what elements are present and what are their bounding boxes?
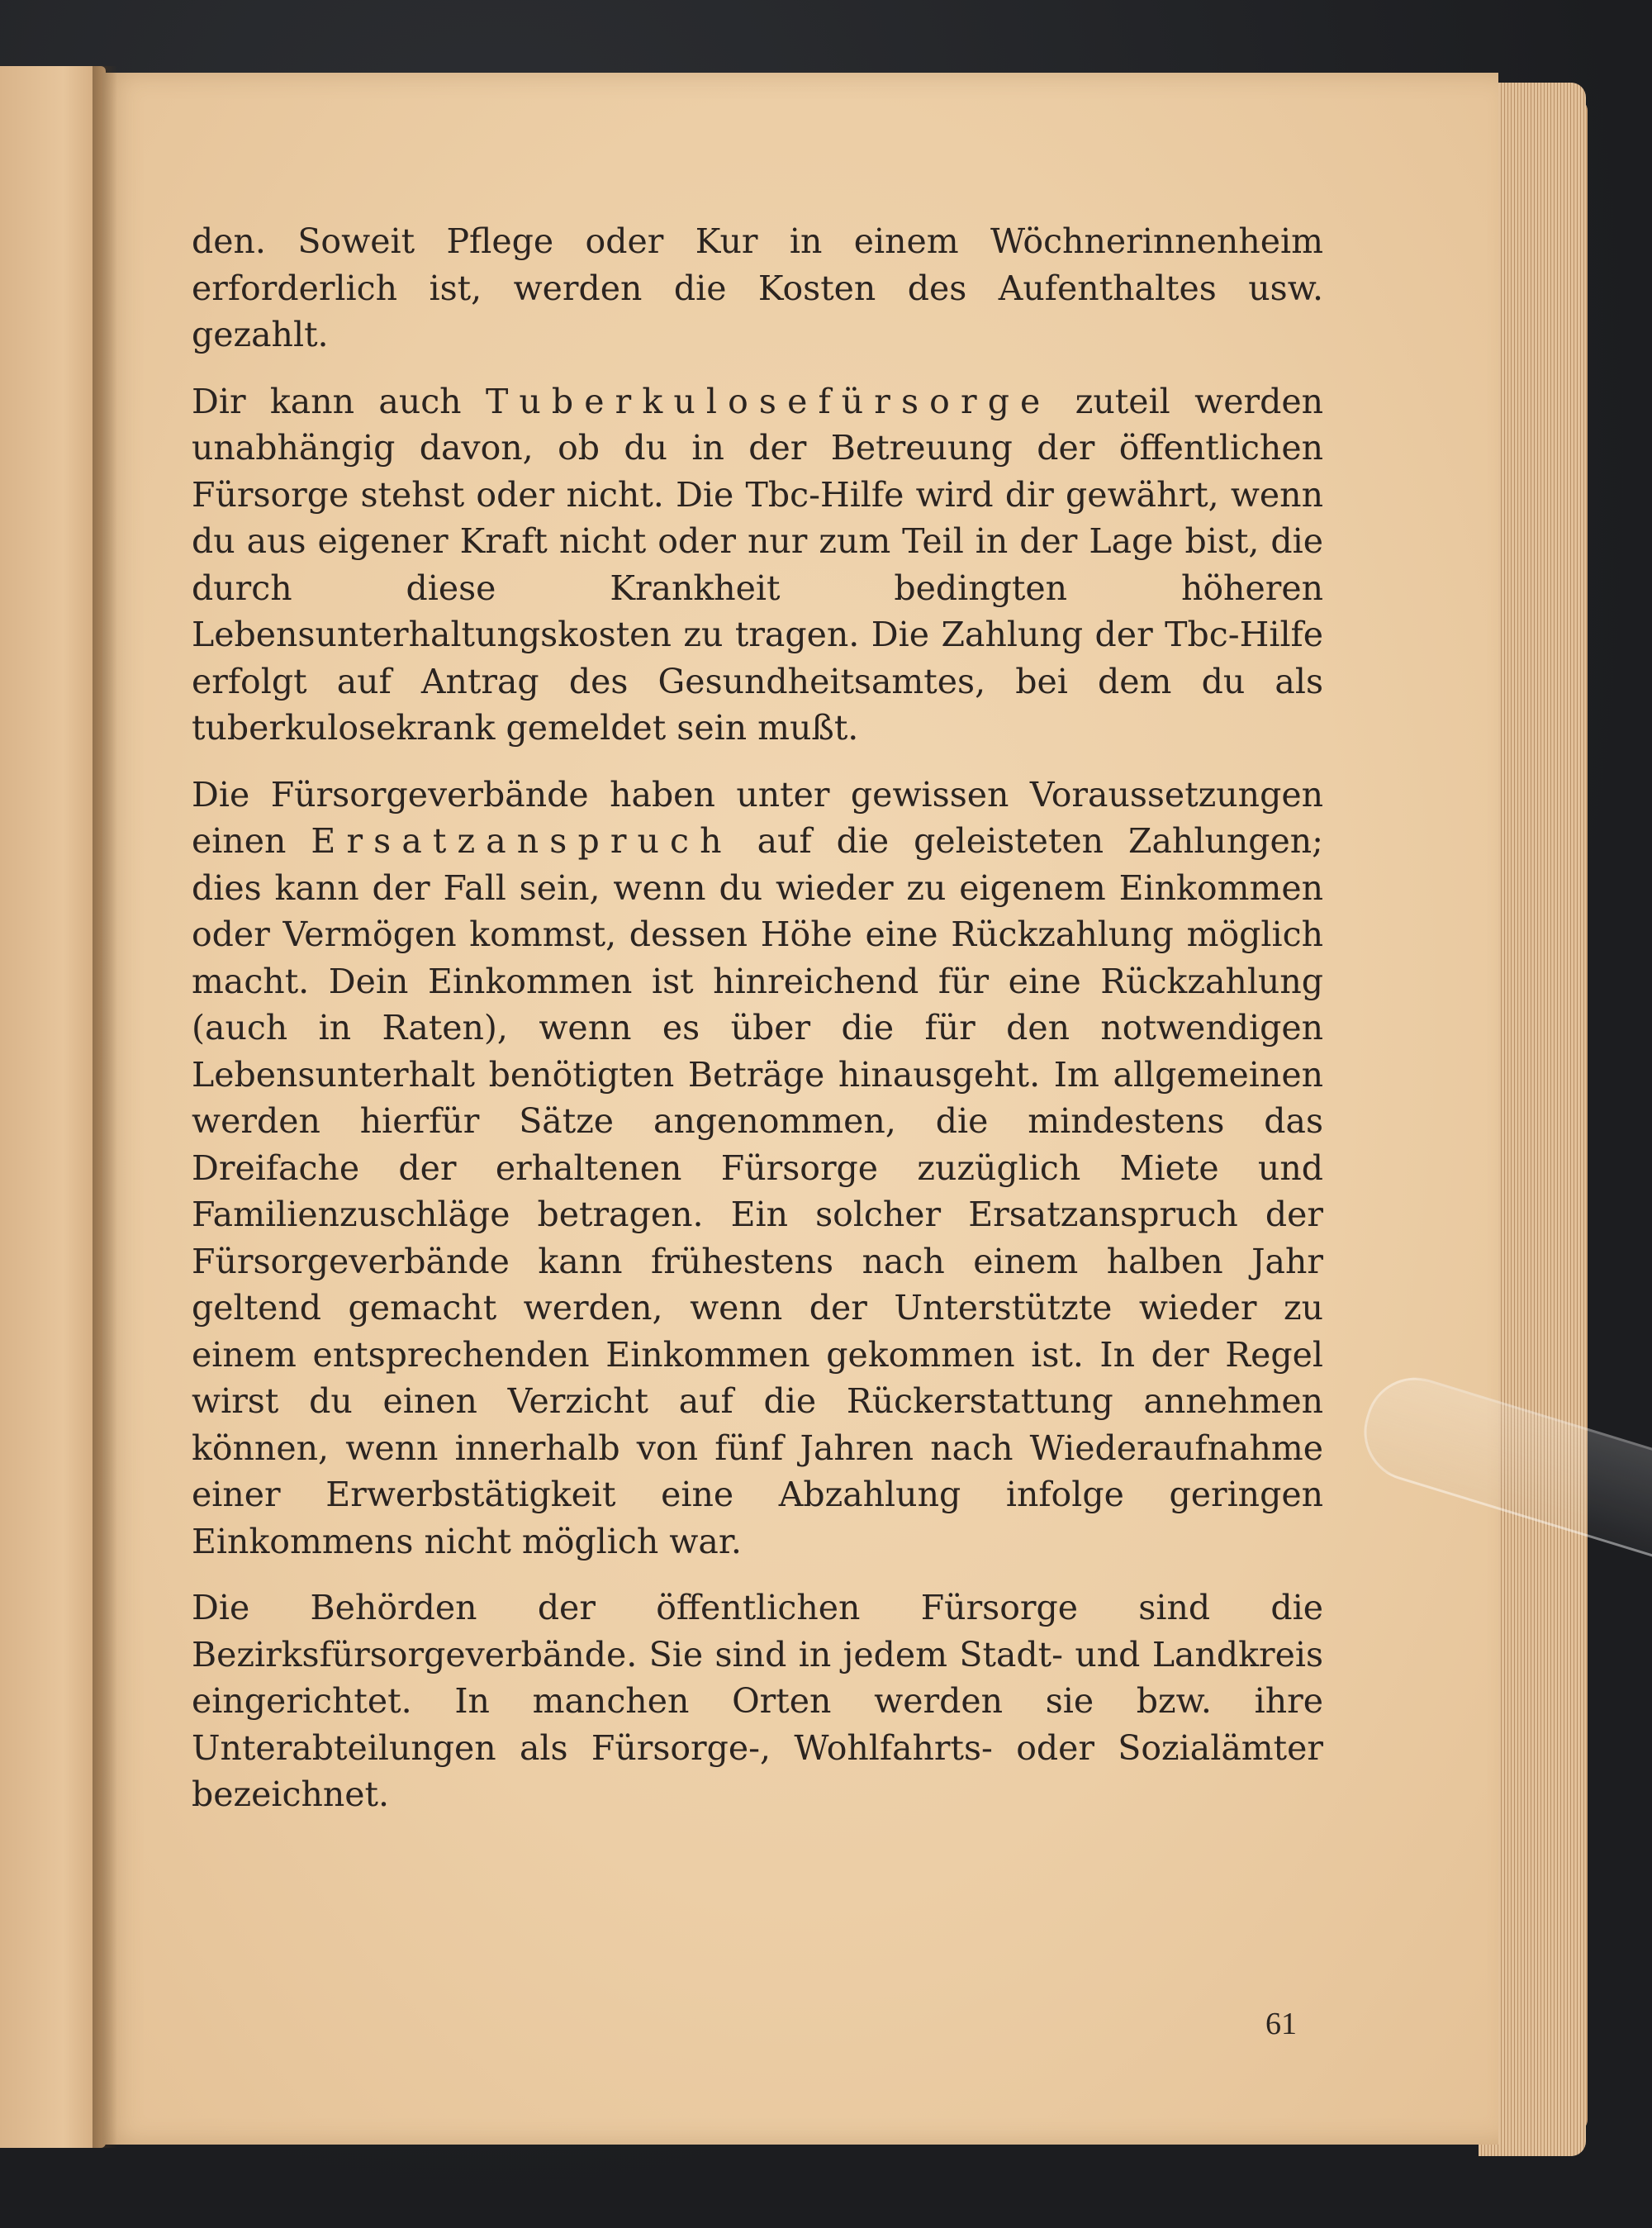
emphasized-term: Tuberkulosefürsorge — [485, 381, 1051, 421]
paragraph-3 — [192, 772, 1323, 1565]
page-number: 61 — [1265, 2007, 1297, 2041]
previous-page-edge — [0, 66, 106, 2148]
paragraph-text: Die Behörden der öffentlichen Fürsorge sind die Bezirksfürsorgeverbände. Sie sind in jedem Stadt- und Landkreis eingerichtet. In manchen Orten werden sie bzw. ihre Unterabteilungen als Fürsorge-, Wohlfahrts- oder Sozialämter bezeichnet. — [192, 1588, 1323, 1814]
paragraph-text: den. Soweit Pflege oder Kur in einem Wöchnerinnenheim erforderlich ist, werden die Kosten des Aufenthaltes usw. gezahlt. — [192, 221, 1323, 354]
paragraph-text: Dir kann auch — [192, 381, 486, 421]
paragraph-2 — [192, 378, 1323, 752]
paragraph-text: Die Fürsorgeverbände haben unter gewissen Voraussetzungen einen — [192, 774, 1323, 861]
spine-shadow — [93, 66, 117, 2148]
paragraph-text: auf die geleisteten Zahlungen; dies kann der Fall sein, wenn du wieder zu eigenem Einkommen oder Vermögen kommst, dessen Höhe eine Rückzahlung möglich macht. Dein Einkommen ist hinreichend für eine Rückzahlung (auch in Raten), wenn es über die für den notwendigen Lebensunterhalt benötigten Beträge hinausgeht. Im allgemeinen werden hierfür Sätze angenommen, die mindestens das Dreifache der erhaltenen Fürsorge zuzüglich Miete und Familienzuschläge betragen. Ein solcher Ersatzanspruch der Fürsorgeverbände kann frühestens nach einem halben Jahr geltend gemacht werden, wenn der Unterstützte wieder zu einem entsprechenden Einkommen gekommen ist. In der Regel wirst du einen Verzicht auf die Rückerstattung annehmen können, wenn innerhalb von fünf Jahren nach Wiederaufnahme einer Erwerbstätigkeit eine Abzahlung infolge geringen Einkommens nicht möglich war. — [192, 821, 1323, 1561]
paragraph-4 — [192, 1584, 1323, 1818]
paragraph-text: zuteil werden unabhängig davon, ob du in der Betreuung der öffentlichen Fürsorge stehst oder nicht. Die Tbc-Hilfe wird dir gewährt, wenn du aus eigener Kraft nicht oder nur zum Teil in der Lage bist, die durch diese Krankheit bedingten höheren Lebensunterhaltungskosten zu tragen. Die Zahlung der Tbc-Hilfe erfolgt auf Antrag des Gesundheitsamtes, bei dem du als tuberkulosekrank gemeldet sein mußt. — [192, 381, 1323, 748]
emphasized-term: Ersatzanspruch — [311, 821, 733, 861]
page-text — [192, 218, 1323, 1838]
paragraph-1 — [192, 218, 1323, 359]
